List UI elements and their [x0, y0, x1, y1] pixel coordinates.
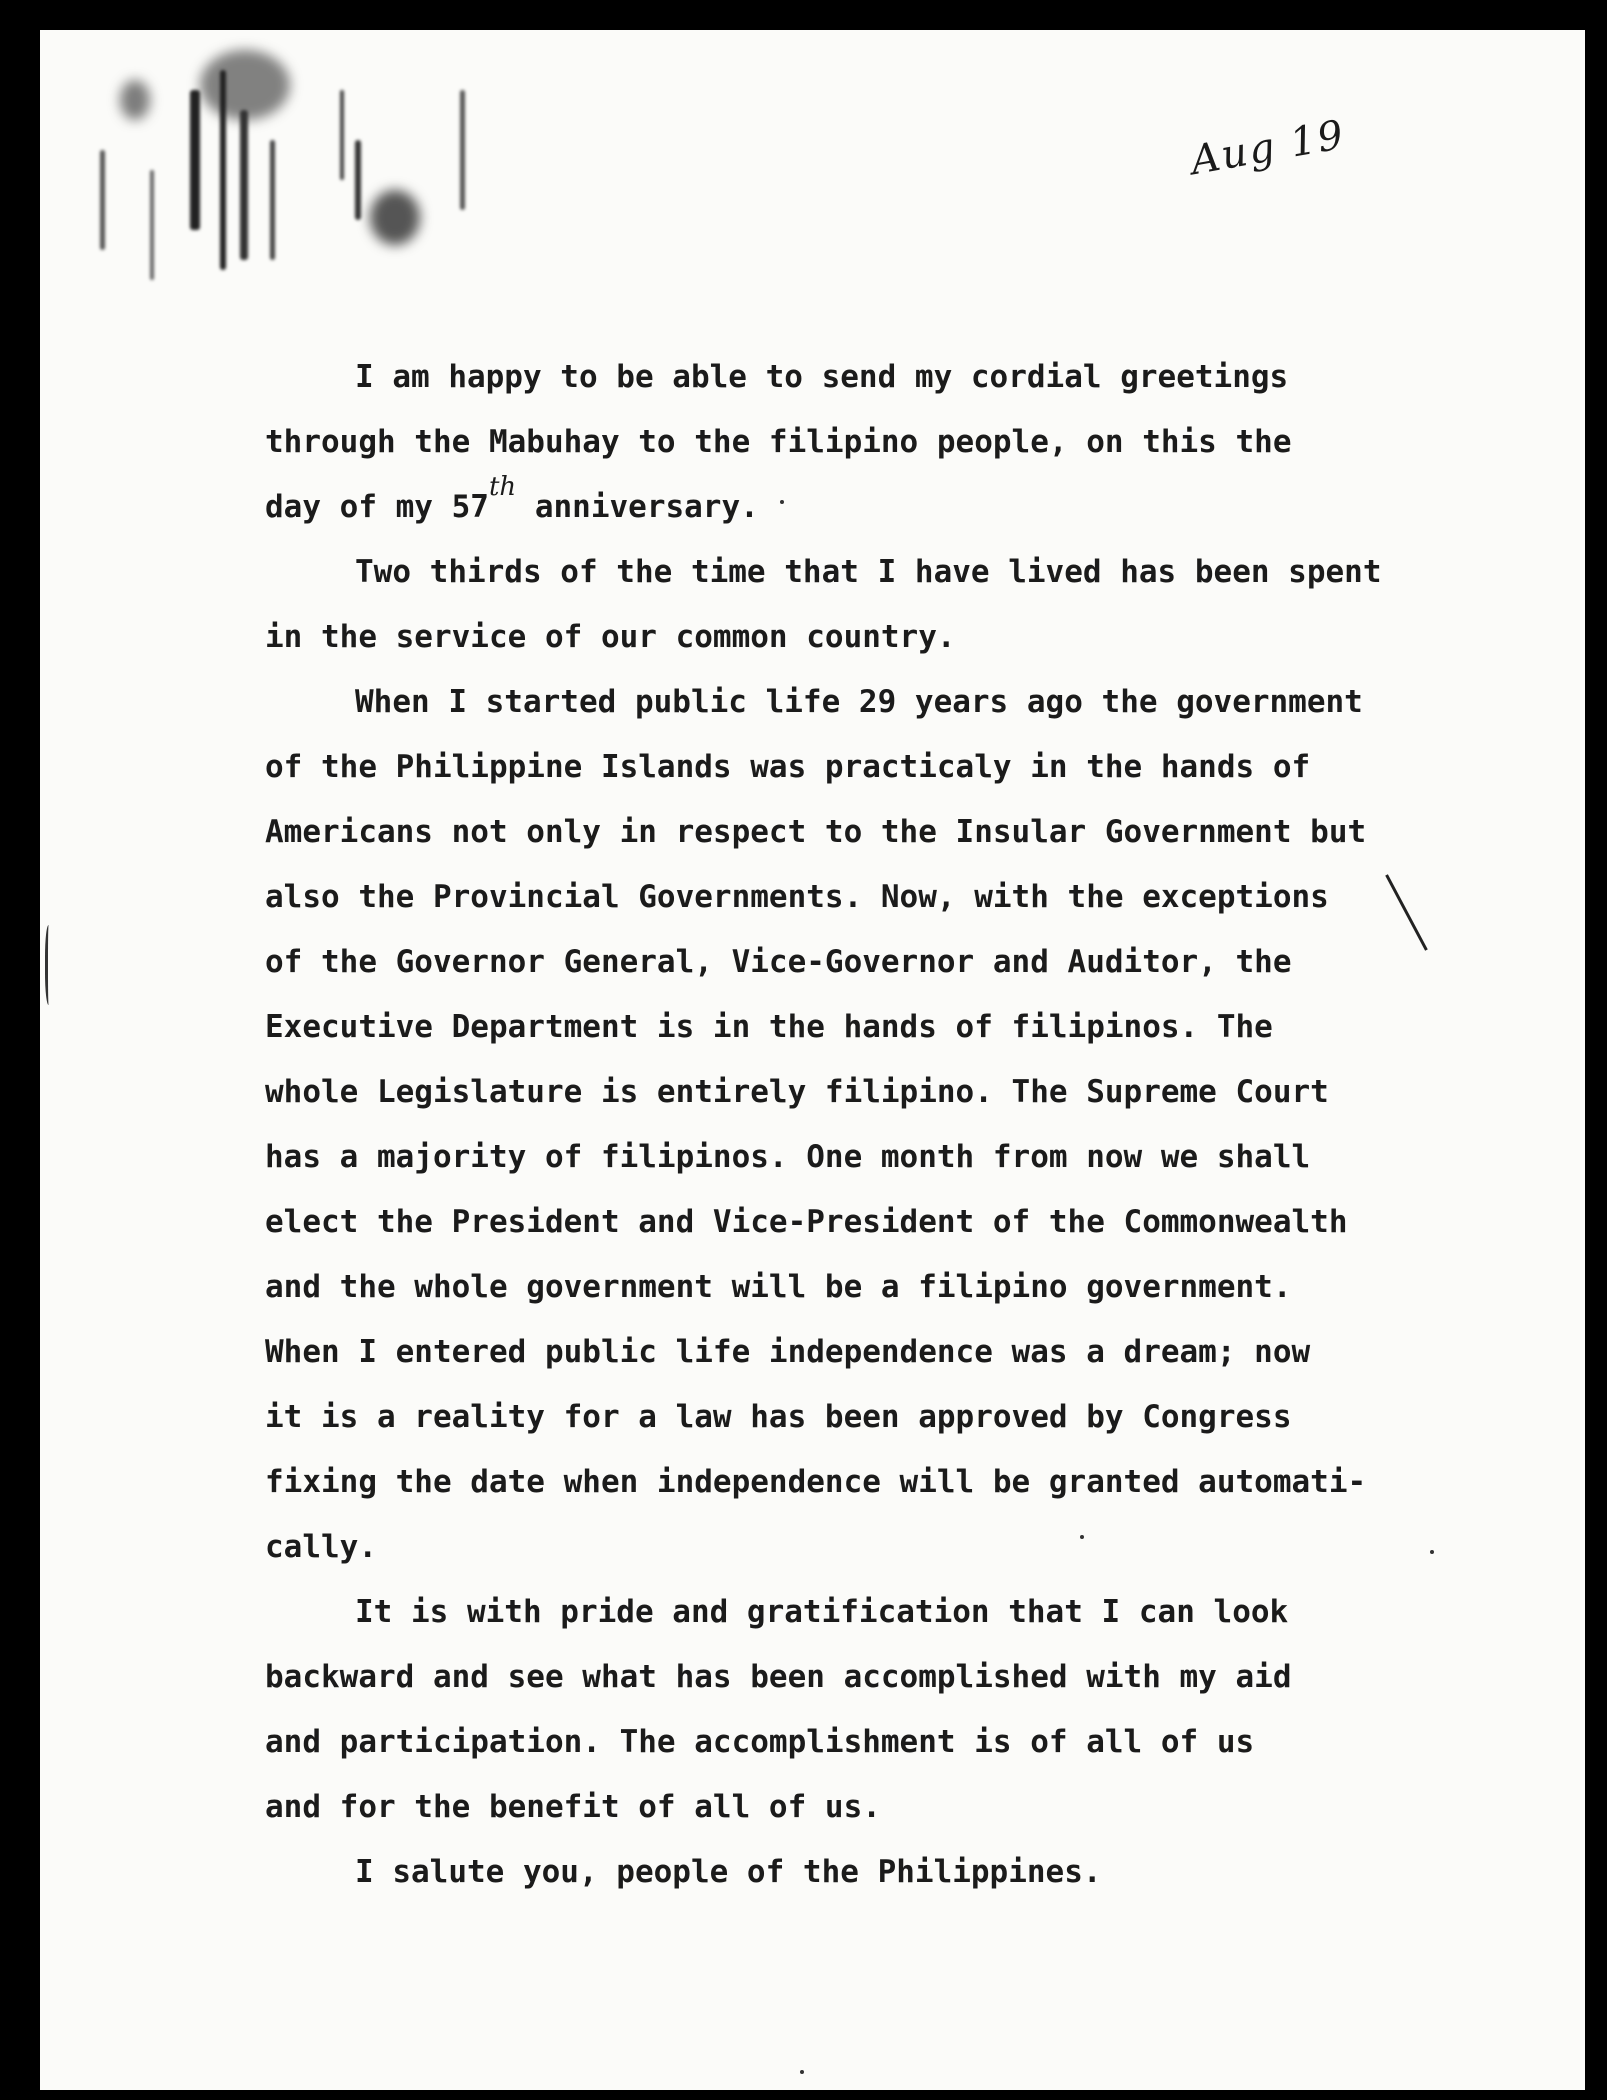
- speck: [800, 2070, 804, 2074]
- letter-line-text-continued: anniversary.: [516, 489, 759, 525]
- letter-line: [265, 865, 1465, 930]
- letter-line-text: and for the benefit of all of us.: [265, 1789, 881, 1825]
- speck: [780, 500, 784, 504]
- letter-line-text: fixing the date when independence will be granted automati-: [265, 1464, 1367, 1500]
- letter-line: [265, 1190, 1465, 1255]
- letter-line: [265, 1450, 1465, 1515]
- letter-line-text: I am happy to be able to send my cordial greetings: [355, 359, 1289, 395]
- handwritten-ordinal-suffix: th: [488, 472, 517, 502]
- left-edge-mark: [45, 925, 54, 1005]
- letter-line-text: of the Governor General, Vice-Governor and Auditor, the: [265, 944, 1292, 980]
- letter-line: [265, 1255, 1465, 1320]
- letter-line-text: and participation. The accomplishment is of all of us: [265, 1724, 1255, 1760]
- letter-line: [265, 1125, 1465, 1190]
- letter-line-text: whole Legislature is entirely filipino. The Supreme Court: [265, 1074, 1329, 1110]
- letter-line: [265, 1775, 1465, 1840]
- letter-line-text: elect the President and Vice-President of the Commonwealth: [265, 1204, 1348, 1240]
- letter-line: [265, 1840, 1465, 1905]
- letter-line: [265, 995, 1465, 1060]
- letter-line-text: It is with pride and gratification that I can look: [355, 1594, 1289, 1630]
- letter-line: [265, 1515, 1465, 1580]
- letter-line: [265, 1385, 1465, 1450]
- letter-line-text: in the service of our common country.: [265, 619, 956, 655]
- letter-line: [265, 1320, 1465, 1385]
- letter-line: [265, 1710, 1465, 1775]
- letter-line-text: has a majority of filipinos. One month from now we shall: [265, 1139, 1311, 1175]
- letter-line: [265, 472, 1465, 540]
- letter-line: [265, 1060, 1465, 1125]
- letter-line-text: When I started public life 29 years ago the government: [355, 684, 1363, 720]
- letter-line-text: backward and see what has been accomplished with my aid: [265, 1659, 1292, 1695]
- letter-body: [265, 345, 1465, 1905]
- handwritten-date-note: Aug 19: [1187, 111, 1349, 185]
- letter-line-text: and the whole government will be a filipino government.: [265, 1269, 1292, 1305]
- letter-line: [265, 735, 1465, 800]
- letter-line-text: of the Philippine Islands was practicaly in the hands of: [265, 749, 1311, 785]
- letter-line: [265, 410, 1465, 475]
- letter-line-text: it is a reality for a law has been approved by Congress: [265, 1399, 1292, 1435]
- letter-line-text: also the Provincial Governments. Now, with the exceptions: [265, 879, 1329, 915]
- letter-line: [265, 800, 1465, 865]
- letter-line-text: I salute you, people of the Philippines.: [355, 1854, 1102, 1890]
- letter-line: [265, 670, 1465, 735]
- letter-line: [265, 345, 1465, 410]
- letter-line-text: Two thirds of the time that I have lived has been spent: [355, 554, 1382, 590]
- letter-line: [265, 540, 1465, 605]
- document-page: [40, 30, 1585, 2090]
- letter-line-text: cally.: [265, 1529, 377, 1565]
- speck: [1080, 1535, 1084, 1539]
- letter-line-text: Americans not only in respect to the Insular Government but: [265, 814, 1367, 850]
- letter-line-text: When I entered public life independence was a dream; now: [265, 1334, 1311, 1370]
- letter-line-text: day of my 57: [265, 489, 489, 525]
- letter-line-text: Executive Department is in the hands of filipinos. The: [265, 1009, 1273, 1045]
- letter-line: [265, 930, 1465, 995]
- speck: [1430, 1550, 1434, 1554]
- letter-line: [265, 605, 1465, 670]
- letter-line-text: through the Mabuhay to the filipino people, on this the: [265, 424, 1292, 460]
- letter-line: [265, 1645, 1465, 1710]
- letter-line: [265, 1580, 1465, 1645]
